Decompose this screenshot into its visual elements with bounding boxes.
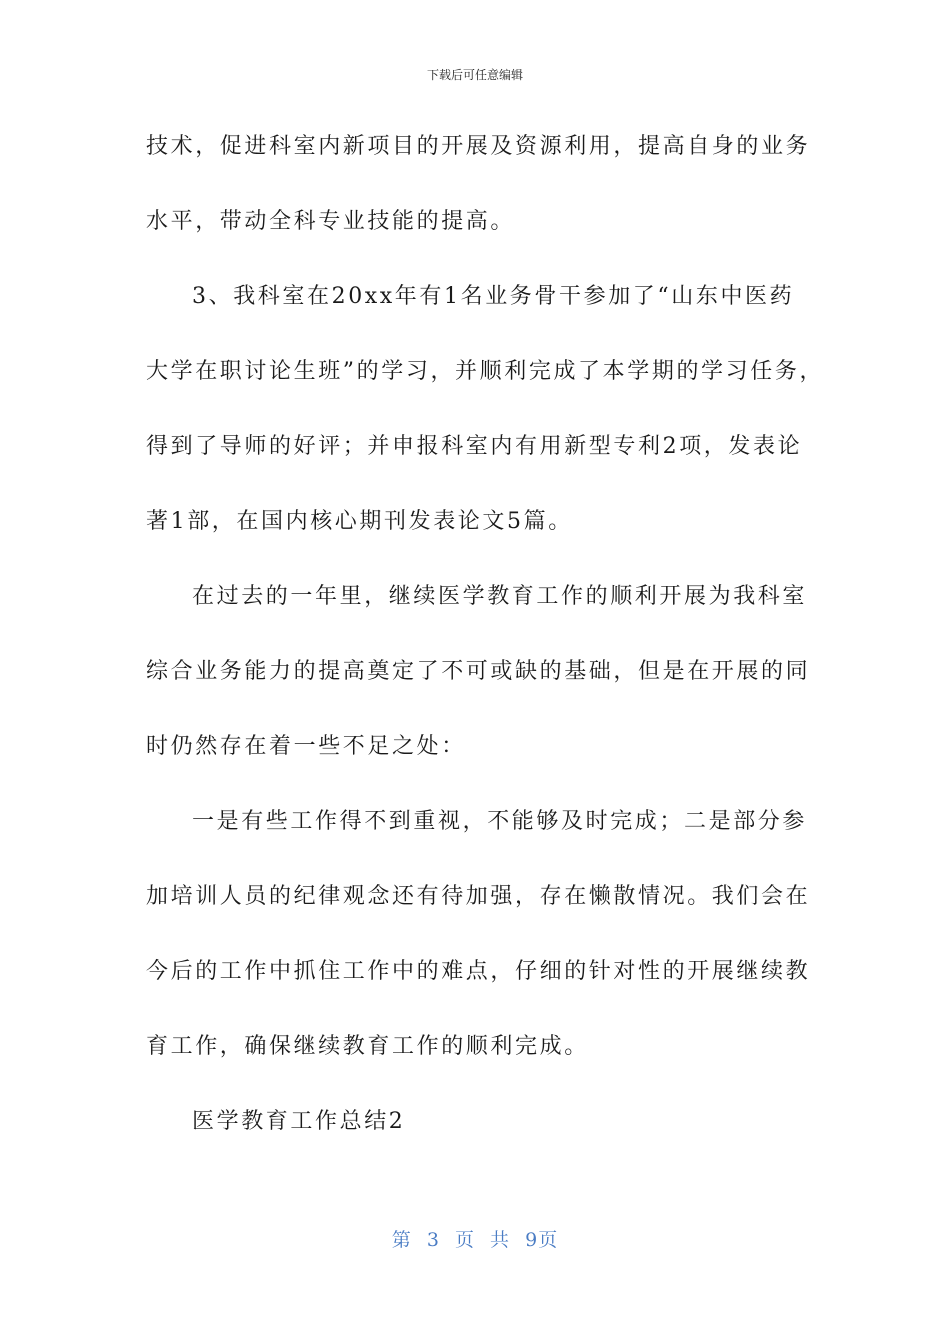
text-line: 技术，促进科室内新项目的开展及资源利用，提高自身的业务	[146, 134, 811, 159]
text-line: 著1部，在国内核心期刊发表论文5篇。	[146, 509, 573, 534]
text-line: 加培训人员的纪律观念还有待加强，存在懒散情况。我们会在	[146, 884, 811, 909]
text-line: 得到了导师的好评；并申报科室内有用新型专利2项，发表论	[146, 434, 803, 459]
text-line: 大学在职讨论生班”的学习，并顺利完成了本学期的学习任务，	[146, 359, 825, 384]
page-header: 下载后可任意编辑	[426, 68, 523, 82]
page-footer-unit: 页	[454, 1229, 475, 1251]
text-line: 育工作，确保继续教育工作的顺利完成。	[146, 1034, 589, 1059]
page-footer	[0, 1225, 950, 1252]
page-footer-total-label: 共	[490, 1229, 511, 1251]
section-heading: 医学教育工作总结2	[192, 1109, 406, 1134]
current-page-number: 3	[426, 1229, 440, 1251]
total-pages: 9页	[525, 1229, 559, 1251]
text-line: 3、我科室在20xx年有1名业务骨干参加了“山东中医药	[192, 284, 795, 309]
text-line: 今后的工作中抓住工作中的难点，仔细的针对性的开展继续教	[146, 959, 811, 984]
document-body	[146, 124, 825, 1174]
text-line: 一是有些工作得不到重视，不能够及时完成；二是部分参	[192, 809, 808, 834]
text-line: 水平，带动全科专业技能的提高。	[146, 209, 516, 234]
text-line: 时仍然存在着一些不足之处：	[146, 734, 466, 759]
text-line: 综合业务能力的提高奠定了不可或缺的基础，但是在开展的同	[146, 659, 811, 684]
text-line: 在过去的一年里，继续医学教育工作的顺利开展为我科室	[192, 584, 808, 609]
page-footer-prefix: 第	[391, 1229, 412, 1251]
